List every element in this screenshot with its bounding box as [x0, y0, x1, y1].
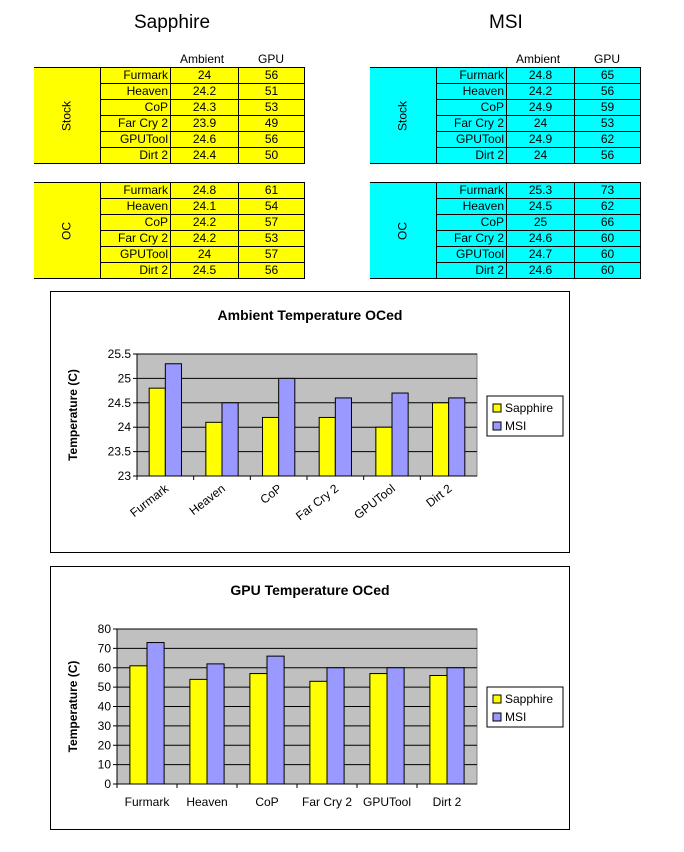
ambient-value: 24.2	[171, 84, 239, 100]
y-tick-label: 24.5	[107, 395, 131, 410]
x-tick-label: Furmark	[127, 481, 172, 520]
x-tick-label: Furmark	[124, 795, 170, 809]
ambient-value: 24.4	[171, 148, 239, 164]
chart-title: GPU Temperature OCed	[230, 582, 390, 598]
sapphire-bar	[376, 427, 392, 476]
gpu-value: 51	[239, 84, 305, 100]
table-row	[34, 183, 305, 199]
x-tick-label: Heaven	[186, 795, 228, 809]
ambient-value: 24.6	[507, 263, 575, 279]
group-label: OC	[395, 221, 410, 240]
y-tick-label: 80	[97, 622, 111, 636]
gpu-value: 56	[239, 263, 305, 279]
test-name: GPUTool	[437, 132, 507, 148]
x-tick-label: CoP	[255, 795, 279, 809]
y-tick-label: 20	[97, 738, 111, 753]
gpu-value: 54	[239, 199, 305, 215]
plot-area	[137, 354, 477, 476]
sapphire-bar	[130, 666, 147, 784]
ambient-chart-svg	[51, 292, 569, 552]
group-label: Stock	[59, 100, 74, 131]
msi-bar	[267, 656, 284, 784]
x-tick-label: GPUTool	[351, 481, 398, 522]
legend-swatch	[493, 404, 501, 412]
table-row	[34, 68, 305, 84]
test-name: GPUTool	[101, 247, 171, 263]
legend	[487, 396, 563, 436]
y-tick-label: 40	[97, 699, 111, 714]
test-name: Far Cry 2	[101, 231, 171, 247]
sapphire-heading: Sapphire	[134, 12, 211, 33]
msi-bar	[449, 398, 465, 476]
test-name: Far Cry 2	[437, 116, 507, 132]
gpu-value: 60	[575, 231, 641, 247]
gpu-value: 49	[239, 116, 305, 132]
msi-gpu-header: GPU	[594, 52, 621, 66]
y-tick-label: 30	[97, 718, 111, 733]
y-tick-label: 10	[97, 757, 111, 772]
group-label: Stock	[395, 100, 410, 131]
legend-swatch	[493, 422, 501, 430]
test-name: Heaven	[437, 199, 507, 215]
test-name: Dirt 2	[437, 263, 507, 279]
group-label-cell	[34, 68, 101, 164]
ambient-value: 24.5	[171, 263, 239, 279]
gpu-value: 60	[575, 247, 641, 263]
gpu-value: 56	[575, 84, 641, 100]
test-name: GPUTool	[437, 247, 507, 263]
test-name: Furmark	[101, 183, 171, 199]
sapphire-bar	[263, 417, 279, 476]
ambient-value: 24.5	[507, 199, 575, 215]
msi-bar	[447, 668, 464, 784]
sapphire-gpu-header: GPU	[258, 52, 285, 66]
test-name: Furmark	[437, 68, 507, 84]
gpu-value: 60	[575, 263, 641, 279]
ambient-value: 25	[507, 215, 575, 231]
y-tick-label: 60	[97, 660, 111, 675]
x-tick-label: Far Cry 2	[301, 795, 353, 809]
ambient-value: 25.3	[507, 183, 575, 199]
sapphire-bar	[250, 674, 267, 784]
sapphire-bar	[310, 681, 327, 784]
legend	[487, 687, 563, 727]
y-tick-label: 25.5	[107, 347, 131, 361]
x-tick-label: Dirt 2	[432, 795, 462, 809]
gpu-value: 57	[239, 215, 305, 231]
ambient-value: 24.8	[171, 183, 239, 199]
msi-heading: MSI	[489, 12, 523, 33]
gpu-value: 61	[239, 183, 305, 199]
test-name: GPUTool	[101, 132, 171, 148]
ambient-value: 24.9	[507, 100, 575, 116]
legend-swatch	[493, 713, 501, 721]
msi-bar	[392, 393, 408, 476]
msi-stock-table	[370, 67, 641, 164]
gpu-value: 56	[239, 68, 305, 84]
sapphire-bar	[206, 422, 222, 476]
test-name: CoP	[437, 100, 507, 116]
y-axis-title: Temperature (C)	[66, 369, 80, 461]
x-tick-label: Far Cry 2	[293, 481, 342, 524]
table-row	[370, 183, 641, 199]
y-tick-label: 25	[117, 371, 131, 386]
msi-bar	[165, 364, 181, 476]
y-tick-label: 70	[97, 641, 111, 656]
ambient-value: 24.8	[507, 68, 575, 84]
sapphire-bar	[319, 417, 335, 476]
gpu-value: 62	[575, 132, 641, 148]
group-label-cell	[34, 183, 101, 279]
x-tick-label: GPUTool	[362, 795, 412, 809]
legend-swatch	[493, 695, 501, 703]
sapphire-bar	[149, 388, 165, 476]
msi-ambient-header: Ambient	[516, 52, 561, 66]
msi-bar	[207, 664, 224, 784]
table-row	[370, 68, 641, 84]
ambient-chart	[50, 291, 570, 553]
test-name: Furmark	[101, 68, 171, 84]
ambient-value: 24.7	[507, 247, 575, 263]
sapphire-ambient-header: Ambient	[180, 52, 225, 66]
gpu-value: 53	[239, 100, 305, 116]
sapphire-bar	[430, 676, 447, 785]
sapphire-bar	[370, 674, 387, 784]
gpu-chart	[50, 566, 570, 830]
gpu-value: 62	[575, 199, 641, 215]
legend-label: Sapphire	[505, 401, 554, 415]
gpu-value: 65	[575, 68, 641, 84]
msi-bar	[387, 668, 404, 784]
ambient-value: 23.9	[171, 116, 239, 132]
x-tick-label: Dirt 2	[423, 481, 455, 511]
gpu-value: 56	[239, 132, 305, 148]
gpu-value: 50	[239, 148, 305, 164]
ambient-value: 24.6	[171, 132, 239, 148]
test-name: Dirt 2	[101, 263, 171, 279]
group-label: OC	[59, 221, 74, 240]
group-label-cell	[370, 183, 437, 279]
ambient-value: 24.1	[171, 199, 239, 215]
gpu-value: 57	[239, 247, 305, 263]
ambient-value: 24.2	[171, 215, 239, 231]
gpu-value: 59	[575, 100, 641, 116]
msi-bar	[335, 398, 351, 476]
ambient-value: 24.2	[507, 84, 575, 100]
y-tick-label: 24	[117, 420, 131, 435]
test-name: Heaven	[437, 84, 507, 100]
y-tick-label: 23.5	[107, 444, 131, 459]
sapphire-bar	[433, 403, 449, 476]
ambient-value: 24.2	[171, 231, 239, 247]
test-name: CoP	[101, 215, 171, 231]
gpu-value: 53	[575, 116, 641, 132]
sapphire-bar	[190, 679, 207, 784]
gpu-value: 56	[575, 148, 641, 164]
ambient-value: 24.3	[171, 100, 239, 116]
test-name: CoP	[101, 100, 171, 116]
y-tick-label: 23	[117, 469, 131, 483]
msi-bar	[327, 668, 344, 784]
test-name: Dirt 2	[437, 148, 507, 164]
group-label-cell	[370, 68, 437, 164]
msi-bar	[222, 403, 238, 476]
y-tick-label: 50	[97, 680, 111, 695]
msi-oc-table	[370, 182, 641, 279]
test-name: Heaven	[101, 199, 171, 215]
gpu-value: 66	[575, 215, 641, 231]
ambient-value: 24	[507, 148, 575, 164]
chart-title: Ambient Temperature OCed	[217, 307, 403, 323]
test-name: Dirt 2	[101, 148, 171, 164]
x-tick-label: CoP	[257, 481, 285, 507]
ambient-value: 24.6	[507, 231, 575, 247]
sapphire-oc-table	[34, 182, 305, 279]
msi-bar	[147, 643, 164, 784]
test-name: Heaven	[101, 84, 171, 100]
legend-label: MSI	[505, 419, 527, 433]
y-tick-label: 0	[104, 777, 111, 791]
legend-label: Sapphire	[505, 692, 554, 706]
y-axis-title: Temperature (C)	[66, 660, 80, 753]
test-name: CoP	[437, 215, 507, 231]
ambient-value: 24.9	[507, 132, 575, 148]
gpu-chart-svg	[51, 567, 569, 829]
ambient-value: 24	[507, 116, 575, 132]
x-tick-label: Heaven	[186, 481, 228, 518]
ambient-value: 24	[171, 68, 239, 84]
ambient-value: 24	[171, 247, 239, 263]
gpu-value: 73	[575, 183, 641, 199]
test-name: Furmark	[437, 183, 507, 199]
test-name: Far Cry 2	[437, 231, 507, 247]
gpu-value: 53	[239, 231, 305, 247]
test-name: Far Cry 2	[101, 116, 171, 132]
legend-label: MSI	[505, 710, 527, 724]
msi-bar	[279, 378, 295, 476]
sapphire-stock-table	[34, 67, 305, 164]
